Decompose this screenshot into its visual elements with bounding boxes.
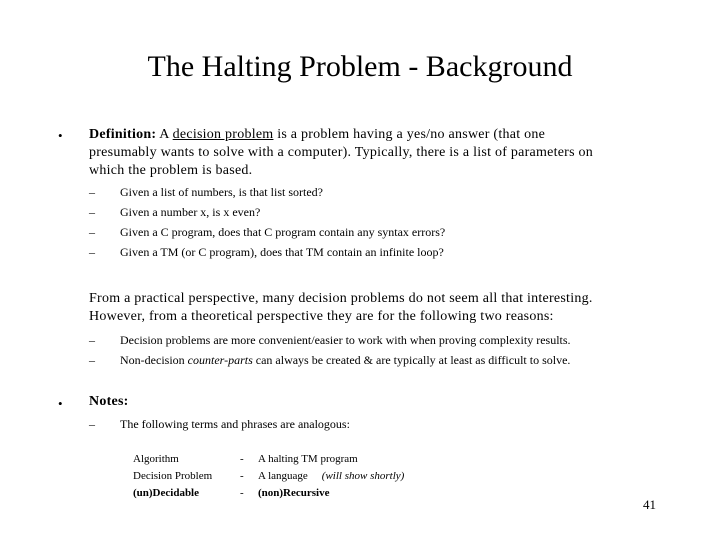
reason-text-pre: Non-decision [120, 353, 188, 367]
dash-marker: – [89, 245, 95, 259]
terms-right-column [258, 451, 404, 502]
definition-paragraph [89, 126, 593, 180]
page-number: 41 [643, 497, 656, 512]
terms-left-column [133, 451, 212, 502]
reason-text: Decision problems are more convenient/easier to work with when proving complexity results. [120, 333, 571, 347]
dash-marker: – [89, 185, 95, 199]
term-note: (will show shortly) [321, 470, 405, 482]
dash-marker: – [89, 333, 95, 347]
example-item [89, 202, 445, 222]
examples-list [89, 182, 445, 262]
notes-heading [89, 393, 129, 411]
term-right-text: A halting TM program [258, 453, 358, 465]
example-text: Given a list of numbers, is that list sorted? [120, 185, 323, 199]
notes-intro-item [89, 414, 350, 434]
definition-line-1 [89, 126, 593, 144]
bullet-notes: • [58, 396, 63, 411]
example-text: Given a number x, is x even? [120, 205, 261, 219]
example-item [89, 222, 445, 242]
example-text: Given a C program, does that C program contain any syntax errors? [120, 225, 446, 239]
example-item [89, 182, 445, 202]
definition-line-2: presumably wants to solve with a computer). Typically, there is a list of parameters on [89, 145, 594, 160]
definition-line-3: which the problem is based. [89, 163, 253, 178]
notes-label: Notes: [89, 394, 129, 409]
slide-title: The Halting Problem - Background [147, 50, 573, 83]
term-right [258, 468, 404, 485]
definition-text-pre: A [156, 127, 173, 142]
practical-paragraph [89, 290, 593, 326]
term-separator: - [240, 453, 244, 465]
term-left: Decision Problem [133, 470, 213, 482]
dash-marker: – [89, 417, 95, 431]
bullet-definition: • [58, 128, 63, 143]
reasons-list [89, 330, 571, 370]
term-separator: - [240, 487, 244, 499]
definition-text-post: is a problem having a yes/no answer (that one [273, 127, 546, 142]
term-left: (un)Decidable [133, 487, 199, 499]
decision-problem-term: decision problem [172, 127, 274, 142]
dash-marker: – [89, 205, 95, 219]
terms-separator-column [240, 451, 244, 502]
dash-marker: – [89, 353, 95, 367]
term-left: Algorithm [133, 453, 179, 465]
notes-intro-text: The following terms and phrases are analogous: [120, 417, 350, 431]
notes-intro [89, 414, 350, 434]
reason-text-post: can always be created & are typically at least as difficult to solve. [252, 353, 571, 367]
term-separator: - [240, 470, 244, 482]
practical-line-2: However, from a theoretical perspective they are for the following two reasons: [89, 309, 554, 324]
reason-item [89, 350, 571, 370]
dash-marker: – [89, 225, 95, 239]
term-right [258, 485, 404, 502]
example-item [89, 242, 445, 262]
practical-line-1: From a practical perspective, many decision problems do not seem all that interesting. [89, 291, 593, 306]
example-text: Given a TM (or C program), does that TM contain an infinite loop? [120, 245, 444, 259]
term-right [258, 451, 404, 468]
reason-item [89, 330, 571, 350]
definition-label: Definition: [89, 127, 157, 142]
term-right-text: A language [258, 470, 308, 482]
counter-parts-term: counter-parts [187, 353, 253, 367]
term-right-text: (non)Recursive [258, 487, 330, 499]
